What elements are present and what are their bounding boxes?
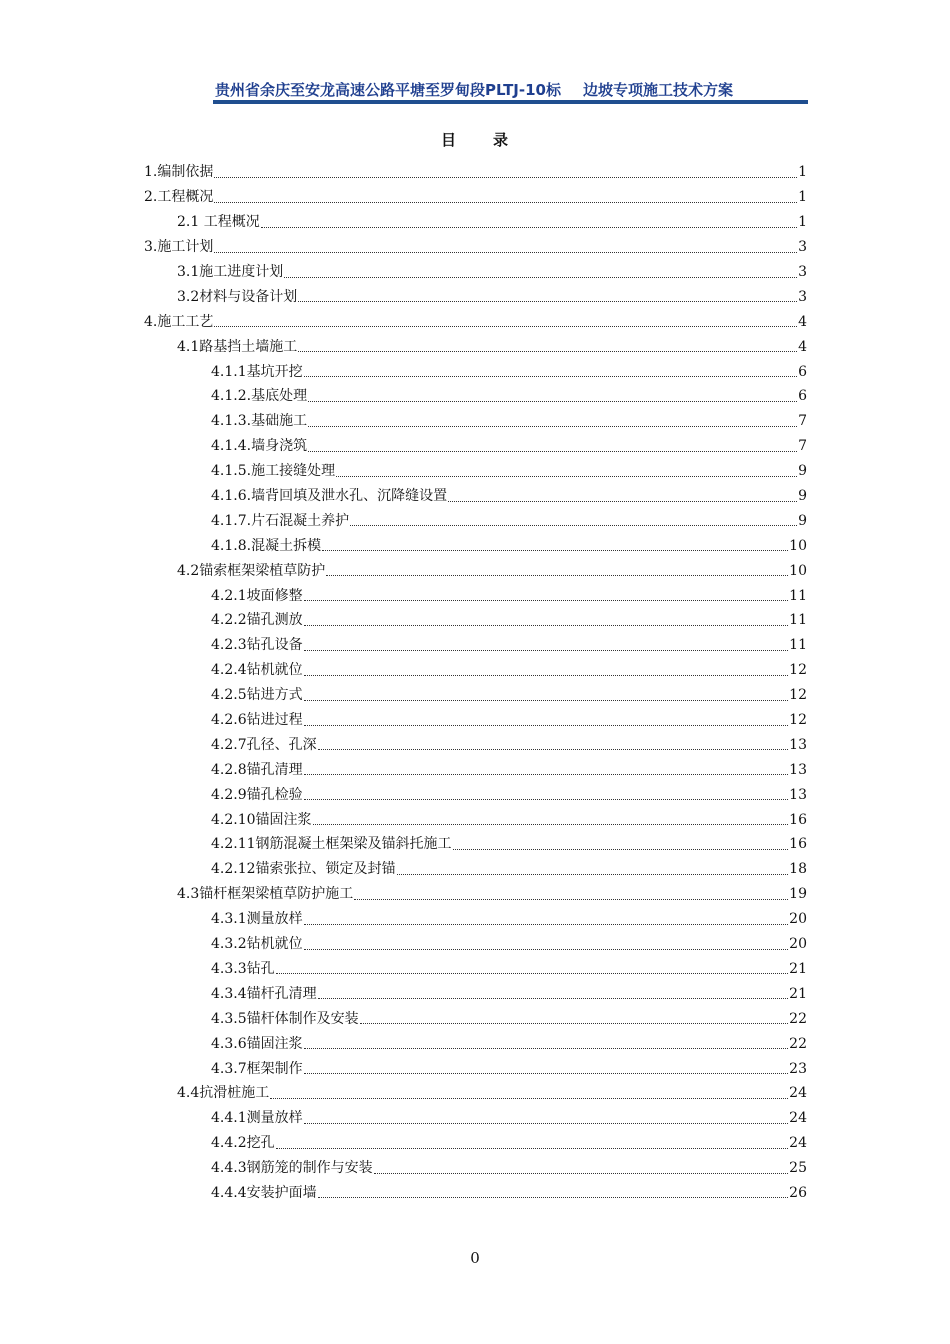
toc-entry-label: 4.2.6钻进过程 xyxy=(211,712,303,729)
toc-entry[interactable] xyxy=(0,434,950,459)
toc-entry-label: 4.3.5锚杆体制作及安装 xyxy=(211,1010,359,1027)
toc-entry-label: 4.1.7.片石混凝土养护 xyxy=(211,512,350,529)
toc-leader-dots xyxy=(304,949,789,950)
toc-entry-label: 4.2锚索框架梁植草防护 xyxy=(177,562,326,579)
toc-entry-label: 4.2.1坡面修整 xyxy=(211,587,303,604)
toc-entry-page: 18 xyxy=(789,861,807,878)
toc-entry-page: 21 xyxy=(789,960,807,977)
toc-leader-dots xyxy=(336,476,797,477)
toc-entry[interactable] xyxy=(0,981,950,1006)
toc-entry-page: 11 xyxy=(789,587,807,604)
table-of-contents xyxy=(0,160,950,1205)
toc-entry-page: 3 xyxy=(798,264,807,280)
toc-leader-dots xyxy=(304,774,789,775)
toc-leader-dots xyxy=(350,525,797,526)
toc-entry[interactable] xyxy=(0,160,950,185)
toc-entry-page: 4 xyxy=(798,338,807,355)
toc-entry[interactable] xyxy=(0,210,950,235)
toc-entry-page: 9 xyxy=(798,463,807,480)
toc-entry[interactable] xyxy=(0,484,950,509)
toc-entry[interactable] xyxy=(0,309,950,334)
toc-entry-label: 2.1 工程概况 xyxy=(177,214,260,231)
toc-entry[interactable] xyxy=(0,608,950,633)
toc-leader-dots xyxy=(276,1148,789,1149)
toc-leader-dots xyxy=(326,575,788,576)
toc-entry-page: 25 xyxy=(789,1160,807,1177)
toc-entry[interactable] xyxy=(0,807,950,832)
toc-entry-page: 22 xyxy=(789,1035,807,1052)
toc-entry[interactable] xyxy=(0,957,950,982)
toc-leader-dots xyxy=(308,401,797,402)
toc-entry-label: 4.2.3钻孔设备 xyxy=(211,637,303,654)
toc-entry-page: 21 xyxy=(789,985,807,1002)
toc-entry[interactable] xyxy=(0,1181,950,1206)
toc-entry[interactable] xyxy=(0,683,950,708)
toc-leader-dots xyxy=(304,1048,789,1049)
toc-entry[interactable] xyxy=(0,1081,950,1106)
toc-entry[interactable] xyxy=(0,1131,950,1156)
toc-leader-dots xyxy=(304,799,789,800)
toc-entry-page: 1 xyxy=(798,164,807,181)
toc-entry-page: 13 xyxy=(789,736,807,753)
toc-entry-page: 24 xyxy=(789,1135,807,1152)
header-title: 贵州省余庆至安龙高速公路平塘至罗甸段PLTJ-10标 xyxy=(215,81,561,99)
toc-leader-dots xyxy=(313,824,789,825)
toc-leader-dots xyxy=(318,998,789,999)
toc-entry[interactable] xyxy=(0,757,950,782)
toc-entry-page: 20 xyxy=(789,936,807,953)
toc-entry-label: 4.2.2锚孔测放 xyxy=(211,612,303,629)
toc-entry-page: 24 xyxy=(789,1110,807,1127)
toc-entry-label: 4.1.6.墙背回填及泄水孔、沉降缝设置 xyxy=(211,488,448,505)
toc-entry-label: 4.4.2挖孔 xyxy=(211,1135,275,1152)
toc-leader-dots xyxy=(261,227,797,228)
toc-entry[interactable] xyxy=(0,857,950,882)
toc-entry-page: 22 xyxy=(789,1010,807,1027)
toc-leader-dots xyxy=(304,700,789,701)
toc-entry[interactable] xyxy=(0,583,950,608)
toc-entry-page: 12 xyxy=(789,712,807,729)
toc-entry[interactable] xyxy=(0,384,950,409)
toc-entry[interactable] xyxy=(0,932,950,957)
toc-entry-page: 26 xyxy=(789,1184,807,1201)
toc-entry-page: 9 xyxy=(798,512,807,529)
toc-entry[interactable] xyxy=(0,533,950,558)
toc-entry-label: 4.2.11钢筋混凝土框架梁及锚斜托施工 xyxy=(211,836,452,853)
toc-leader-dots xyxy=(304,924,789,925)
toc-entry[interactable] xyxy=(0,334,950,359)
toc-leader-dots xyxy=(308,451,797,452)
toc-entry-label: 4.2.8锚孔清理 xyxy=(211,761,303,778)
toc-leader-dots xyxy=(298,301,797,302)
toc-entry-page: 13 xyxy=(789,761,807,778)
toc-entry[interactable] xyxy=(0,882,950,907)
toc-entry[interactable] xyxy=(0,508,950,533)
toc-leader-dots xyxy=(374,1173,789,1174)
toc-title-left: 目 xyxy=(440,131,457,149)
toc-leader-dots xyxy=(318,1197,789,1198)
toc-entry[interactable] xyxy=(0,459,950,484)
toc-leader-dots xyxy=(304,675,789,676)
toc-entry[interactable] xyxy=(0,185,950,210)
toc-entry-page: 7 xyxy=(798,413,807,430)
toc-entry-page: 1 xyxy=(798,214,807,231)
toc-entry[interactable] xyxy=(0,782,950,807)
page-number: 0 xyxy=(470,1249,480,1267)
toc-leader-dots xyxy=(397,874,789,875)
toc-entry-label: 4.3.1测量放样 xyxy=(211,911,303,928)
toc-leader-dots xyxy=(304,1123,789,1124)
toc-entry-label: 4.4.1测量放样 xyxy=(211,1110,303,1127)
toc-entry-label: 4.3.7框架制作 xyxy=(211,1060,303,1077)
toc-entry[interactable] xyxy=(0,1056,950,1081)
toc-entry-label: 4.1路基挡土墙施工 xyxy=(177,338,298,355)
toc-entry-label: 2.工程概况 xyxy=(144,189,214,206)
toc-entry-page: 13 xyxy=(789,786,807,803)
toc-leader-dots xyxy=(214,252,797,253)
toc-leader-dots xyxy=(304,1073,789,1074)
toc-title xyxy=(0,129,950,150)
toc-leader-dots xyxy=(214,202,797,203)
toc-entry-page: 3 xyxy=(798,288,807,305)
toc-entry-label: 4.1.8.混凝土拆模 xyxy=(211,537,322,554)
toc-entry[interactable] xyxy=(0,284,950,309)
toc-leader-dots xyxy=(304,600,789,601)
toc-leader-dots xyxy=(214,326,797,327)
toc-entry-label: 1.编制依据 xyxy=(144,164,214,181)
toc-entry-label: 4.1.5.施工接缝处理 xyxy=(211,463,336,480)
toc-leader-dots xyxy=(360,1023,789,1024)
toc-entry-page: 16 xyxy=(789,836,807,853)
toc-entry-label: 3.1施工进度计划 xyxy=(177,264,284,280)
toc-entry[interactable] xyxy=(0,558,950,583)
toc-entry-label: 3.2材料与设备计划 xyxy=(177,288,298,305)
header-subtitle: 边坡专项施工技术方案 xyxy=(582,81,733,99)
toc-leader-dots xyxy=(354,899,788,900)
toc-entry-label: 4.3.2钻机就位 xyxy=(211,936,303,953)
toc-entry[interactable] xyxy=(0,1006,950,1031)
toc-entry-label: 4.3锚杆框架梁植草防护施工 xyxy=(177,886,354,903)
toc-leader-dots xyxy=(322,550,788,551)
toc-entry[interactable] xyxy=(0,1106,950,1131)
toc-leader-dots xyxy=(453,849,789,850)
page-header xyxy=(213,76,808,106)
toc-entry[interactable] xyxy=(0,1031,950,1056)
toc-entry-label: 3.施工计划 xyxy=(144,239,214,256)
toc-entry-label: 4.2.10锚固注浆 xyxy=(211,811,312,828)
toc-entry[interactable] xyxy=(0,409,950,434)
toc-leader-dots xyxy=(276,973,789,974)
toc-entry-page: 20 xyxy=(789,911,807,928)
toc-entry-page: 16 xyxy=(789,811,807,828)
toc-entry-page: 24 xyxy=(789,1085,807,1102)
toc-entry-page: 12 xyxy=(789,662,807,679)
toc-entry-page: 6 xyxy=(798,363,807,380)
toc-entry-page: 4 xyxy=(798,313,807,330)
toc-entry-page: 11 xyxy=(789,612,807,629)
toc-leader-dots xyxy=(318,749,789,750)
toc-leader-dots xyxy=(270,1098,788,1099)
toc-entry-label: 4.2.5钻进方式 xyxy=(211,687,303,704)
toc-entry-label: 4.4.4安装护面墙 xyxy=(211,1184,317,1201)
toc-entry-label: 4.1.4.墙身浇筑 xyxy=(211,438,308,455)
toc-entry-label: 4.2.12锚索张拉、锁定及封锚 xyxy=(211,861,396,878)
toc-entry-label: 4.1.2.基底处理 xyxy=(211,388,308,405)
toc-title-right: 录 xyxy=(493,131,510,149)
header-text xyxy=(215,79,733,100)
toc-entry-page: 1 xyxy=(798,189,807,206)
toc-entry-label: 4.2.7孔径、孔深 xyxy=(211,736,317,753)
toc-entry[interactable] xyxy=(0,1156,950,1181)
toc-entry-label: 4.2.9锚孔检验 xyxy=(211,786,303,803)
toc-entry-page: 11 xyxy=(789,637,807,654)
toc-leader-dots xyxy=(304,725,789,726)
toc-entry-page: 10 xyxy=(789,562,807,579)
toc-entry-page: 7 xyxy=(798,438,807,455)
toc-entry-label: 4.4抗滑桩施工 xyxy=(177,1085,270,1102)
toc-entry-label: 4.2.4钻机就位 xyxy=(211,662,303,679)
toc-entry-label: 4.3.4锚杆孔清理 xyxy=(211,985,317,1002)
toc-entry[interactable] xyxy=(0,658,950,683)
toc-entry-label: 4.施工工艺 xyxy=(144,313,214,330)
toc-leader-dots xyxy=(304,650,789,651)
toc-entry[interactable] xyxy=(0,260,950,285)
toc-entry-page: 3 xyxy=(798,239,807,256)
toc-entry-label: 4.3.6锚固注浆 xyxy=(211,1035,303,1052)
toc-leader-dots xyxy=(298,351,797,352)
toc-leader-dots xyxy=(304,376,797,377)
toc-entry-label: 4.1.1基坑开挖 xyxy=(211,363,303,380)
toc-entry-page: 23 xyxy=(789,1060,807,1077)
toc-entry[interactable] xyxy=(0,235,950,260)
toc-leader-dots xyxy=(304,625,789,626)
toc-entry[interactable] xyxy=(0,708,950,733)
toc-entry[interactable] xyxy=(0,832,950,857)
toc-entry-page: 10 xyxy=(789,537,807,554)
toc-entry-page: 12 xyxy=(789,687,807,704)
toc-entry-label: 4.4.3钢筋笼的制作与安装 xyxy=(211,1160,373,1177)
toc-entry-label: 4.3.3钻孔 xyxy=(211,960,275,977)
toc-entry[interactable] xyxy=(0,732,950,757)
toc-entry[interactable] xyxy=(0,633,950,658)
toc-leader-dots xyxy=(214,177,797,178)
header-rule xyxy=(213,100,808,104)
toc-entry[interactable] xyxy=(0,907,950,932)
toc-leader-dots xyxy=(448,501,797,502)
toc-leader-dots xyxy=(284,277,797,278)
toc-entry-label: 4.1.3.基础施工 xyxy=(211,413,308,430)
toc-entry-page: 9 xyxy=(798,488,807,505)
toc-leader-dots xyxy=(308,426,797,427)
toc-entry[interactable] xyxy=(0,359,950,384)
toc-entry-page: 19 xyxy=(789,886,807,903)
toc-entry-page: 6 xyxy=(798,388,807,405)
